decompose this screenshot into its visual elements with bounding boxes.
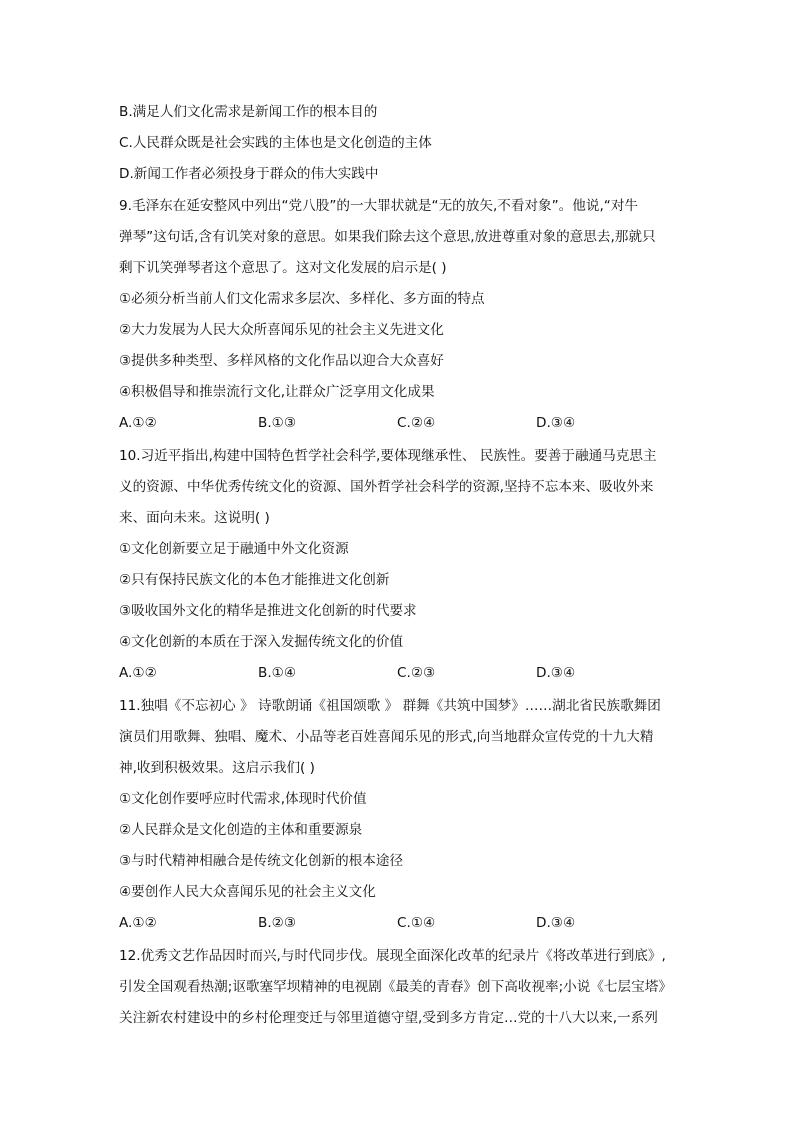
q11-option-c: C.①④	[397, 915, 436, 931]
q11-stem-line-2: 演员们用歌舞、独唱、魔术、小品等老百姓喜闻乐见的形式,向当地群众宣传党的十九大精	[119, 729, 654, 745]
q10-option-c: C.②③	[397, 665, 436, 681]
q12-stem-line-2: 引发全国观看热潮;讴歌塞罕坝精神的电视剧《最美的青春》创下高收视率;小说《七层宝塔》	[119, 979, 672, 995]
q10-item-2: ②只有保持民族文化的本色才能推进文化创新	[119, 572, 390, 588]
q11-item-1: ①文化创作要呼应时代需求,体现时代价值	[119, 791, 367, 807]
q10-stem-line-1: 10.习近平指出,构建中国特色哲学社会科学,要体现继承性、 民族性。要善于融通马克思主	[119, 448, 657, 464]
q9-options	[119, 413, 679, 433]
q12-stem-line-3: 关注新农村建设中的乡村伦理变迁与邻里道德守望,受到多方肯定…党的十八大以来,一系列	[119, 1010, 658, 1026]
q9-option-b: B.①③	[258, 415, 297, 431]
q11-item-4: ④要创作人民大众喜闻乐见的社会主义文化	[119, 884, 376, 900]
q9-option-d: D.③④	[536, 415, 576, 431]
q10-option-a: A.①②	[119, 665, 157, 681]
q10-item-1: ①文化创新要立足于融通中外文化资源	[119, 541, 349, 557]
q9-item-1: ①必须分析当前人们文化需求多层次、多样化、多方面的特点	[119, 291, 485, 307]
q9-item-3: ③提供多种类型、多样风格的文化作品以迎合大众喜好	[119, 353, 444, 369]
q11-stem-line-3: 神,收到积极效果。这启示我们( )	[119, 760, 315, 776]
q9-stem-line-1: 9.毛泽东在延安整风中列出“党八股”的一大罪状就是“无的放矢,不看对象”。他说,“对牛	[119, 198, 639, 214]
q11-stem-line-1: 11.独唱《不忘初心 》 诗歌朗诵《祖国颂歌 》 群舞《共筑中国梦》……湖北省民族歌舞团	[119, 698, 661, 714]
q9-item-2: ②大力发展为人民大众所喜闻乐见的社会主义先进文化	[119, 322, 444, 338]
prev-option-d: D.新闻工作者必须投身于群众的伟大实践中	[119, 166, 379, 182]
q10-item-4: ④文化创新的本质在于深入发掘传统文化的价值	[119, 634, 404, 650]
q9-option-c: C.②④	[397, 415, 436, 431]
q10-stem-line-3: 来、面向未来。这说明( )	[119, 510, 270, 526]
q10-item-3: ③吸收国外文化的精华是推进文化创新的时代要求	[119, 603, 417, 619]
q10-option-b: B.①④	[258, 665, 297, 681]
q11-options	[119, 913, 679, 933]
q11-option-a: A.①②	[119, 915, 157, 931]
q11-item-2: ②人民群众是文化创造的主体和重要源泉	[119, 822, 363, 838]
q9-option-a: A.①②	[119, 415, 157, 431]
q10-options	[119, 663, 679, 683]
prev-option-c: C.人民群众既是社会实践的主体也是文化创造的主体	[119, 135, 432, 151]
q11-option-b: B.②③	[258, 915, 297, 931]
q12-stem-line-1: 12.优秀文艺作品因时而兴,与时代同步伐。展现全面深化改革的纪录片《将改革进行到底》,	[119, 948, 666, 964]
q9-item-4: ④积极倡导和推崇流行文化,让群众广泛享用文化成果	[119, 384, 435, 400]
q11-item-3: ③与时代精神相融合是传统文化创新的根本途径	[119, 853, 404, 869]
q9-stem-line-3: 剩下讥笑弹琴者这个意思了。这对文化发展的启示是( )	[119, 260, 447, 276]
prev-option-b: B.满足人们文化需求是新闻工作的根本目的	[119, 104, 378, 120]
q11-option-d: D.③④	[536, 915, 576, 931]
q10-stem-line-2: 义的资源、中华优秀传统文化的资源、国外哲学社会科学的资源,坚持不忘本来、吸收外来	[119, 479, 654, 495]
q9-stem-line-2: 弹琴”这句话,含有讥笑对象的意思。如果我们除去这个意思,放进尊重对象的意思去,那就只	[119, 229, 656, 245]
q10-option-d: D.③④	[536, 665, 576, 681]
